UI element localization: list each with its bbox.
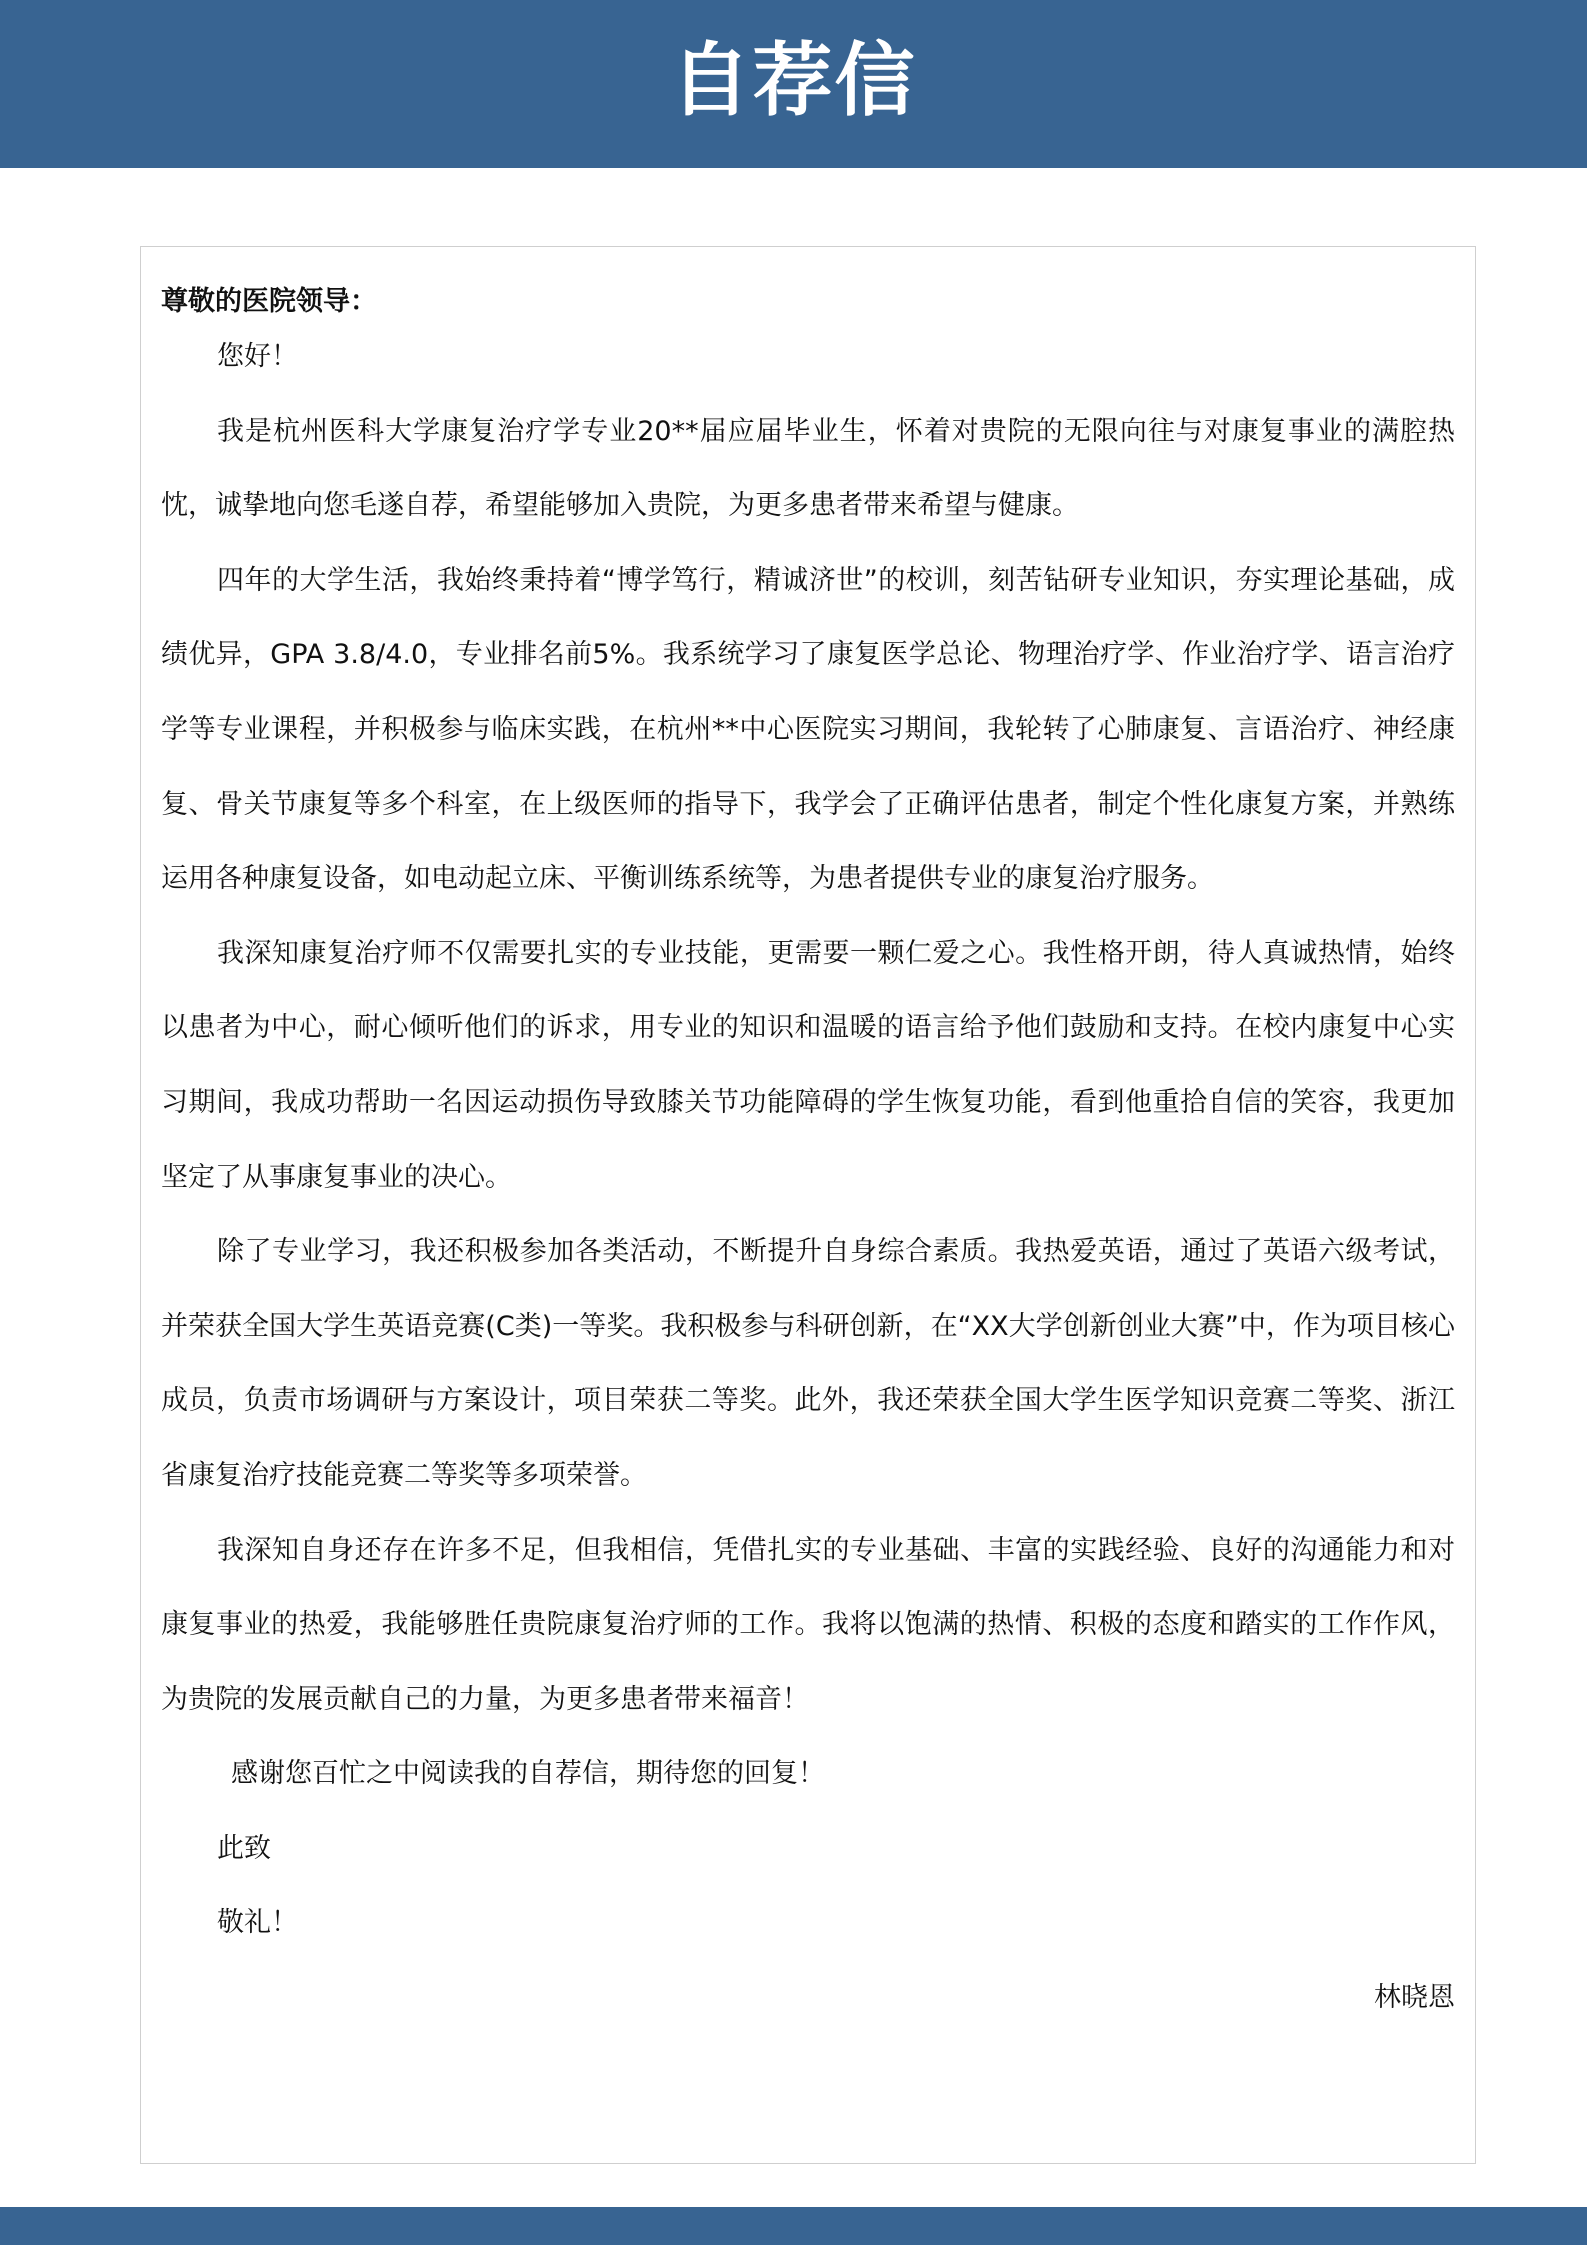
greeting: 您好！ [217,341,298,372]
header-banner [0,0,1587,168]
salutation: 尊敬的医院领导： [161,286,377,317]
signature: 林晓恩 [1374,1982,1455,2014]
thanks-line: 感谢您百忙之中阅读我的自荐信，期待您的回复！ [231,1758,825,1790]
page-title: 自荐信 [670,34,917,127]
letter-body [140,246,1476,2164]
closing-line-2: 敬礼！ [217,1907,298,1939]
paragraph-conclusion: 我深知自身还存在许多不足，但我相信，凭借扎实的专业基础、丰富的实践经验、良好的沟通能力和对康复事业的热爱，我能够胜任贵院康复治疗师的工作。我将以饱满的热情、积极的态度和踏实的工作作风，为贵院的发展贡献自己的力量，为更多患者带来福音！ [161,1534,1455,1715]
closing-line-1: 此致 [217,1832,271,1864]
paragraph-education: 四年的大学生活，我始终秉持着“博学笃行，精诚济世”的校训，刻苦钻研专业知识，夯实理论基础，成绩优异，GPA 3.8/4.0，专业排名前5%。我系统学习了康复医学总论、物理治疗学、作业治疗学、语言治疗学等专业课程，并积极参与临床实践，在杭州**中心医院实习期间，我轮转了心肺康复、言语治疗、神经康复、骨关节康复等多个科室，在上级医师的指导下，我学会了正确评估患者，制定个性化康复方案，并熟练运用各种康复设备，如电动起立床、平衡训练系统等，为患者提供专业的康复治疗服务。 [161,564,1455,895]
paragraph-character: 我深知康复治疗师不仅需要扎实的专业技能，更需要一颗仁爱之心。我性格开朗，待人真诚热情，始终以患者为中心，耐心倾听他们的诉求，用专业的知识和温暖的语言给予他们鼓励和支持。在校内康复中心实习期间，我成功帮助一名因运动损伤导致膝关节功能障碍的学生恢复功能，看到他重拾自信的笑容，我更加坚定了从事康复事业的决心。 [161,937,1455,1193]
paragraph-activities: 除了专业学习，我还积极参加各类活动，不断提升自身综合素质。我热爱英语，通过了英语六级考试，并荣获全国大学生英语竞赛(C类)一等奖。我积极参与科研创新，在“XX大学创新创业大赛”中，作为项目核心成员，负责市场调研与方案设计，项目荣获二等奖。此外，我还荣获全国大学生医学知识竞赛二等奖、浙江省康复治疗技能竞赛二等奖等多项荣誉。 [161,1236,1455,1491]
paragraph-intro: 我是杭州医科大学康复治疗学专业20**届应届毕业生，怀着对贵院的无限向往与对康复事业的满腔热忱，诚挚地向您毛遂自荐，希望能够加入贵院，为更多患者带来希望与健康。 [161,415,1455,522]
footer-bar [0,2207,1587,2245]
